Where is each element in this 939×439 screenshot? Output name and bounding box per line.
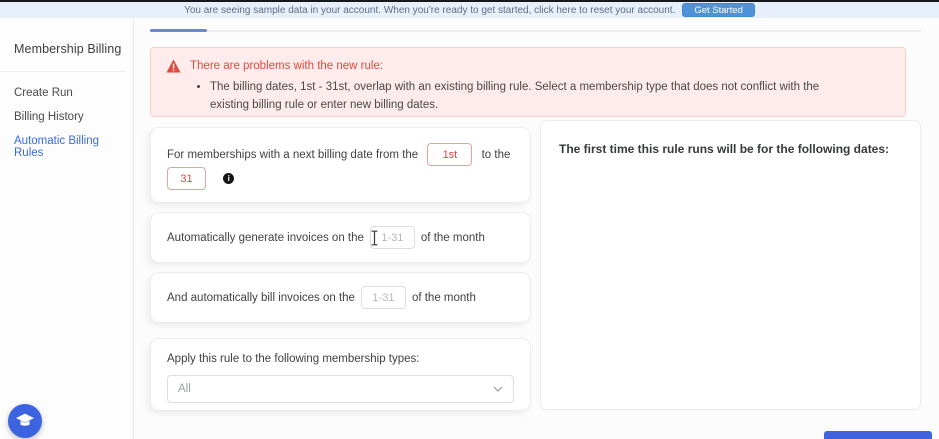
billing-to-input[interactable] xyxy=(167,167,206,190)
horizontal-scrollbar-thumb[interactable] xyxy=(150,29,207,32)
alert-bullet: • The billing dates, 1st - 31st, overlap with an existing billing rule. Select a membership type that does not conflict with the existing billing rule or enter new billing dates. xyxy=(210,79,889,115)
generate-invoices-day-input[interactable] xyxy=(370,226,415,249)
chevron-down-icon xyxy=(493,386,503,392)
sidebar xyxy=(0,18,134,439)
sidebar-item-automatic-billing-rules[interactable]: Automatic Billing Rules xyxy=(14,135,100,159)
billing-from-input[interactable] xyxy=(427,143,472,166)
billing-range-text-before: For memberships with a next billing date from the xyxy=(167,149,419,161)
billing-date-range-card xyxy=(150,127,531,203)
help-widget-button[interactable] xyxy=(8,404,42,438)
sidebar-title: Membership Billing xyxy=(14,42,122,56)
partially-visible-submit-button[interactable] xyxy=(824,431,932,439)
bill-invoices-text-after: of the month xyxy=(411,291,476,304)
rule-run-dates-panel xyxy=(540,120,921,410)
info-icon[interactable]: i xyxy=(223,173,234,184)
sidebar-nav xyxy=(0,81,133,165)
bill-invoices-text-before: And automatically bill invoices on the xyxy=(167,291,355,304)
rule-run-dates-heading: The first time this rule runs will be for the following dates: xyxy=(559,142,890,156)
membership-types-label: Apply this rule to the following membership types: xyxy=(167,353,420,365)
sample-data-banner xyxy=(0,2,939,18)
bill-invoices-card xyxy=(150,272,531,323)
sidebar-item-create-run[interactable]: Create Run xyxy=(14,87,73,99)
rule-error-alert xyxy=(150,47,906,117)
bill-invoices-day-input[interactable] xyxy=(361,286,406,309)
membership-types-card xyxy=(150,338,531,411)
generate-invoices-card xyxy=(150,212,531,263)
sidebar-divider xyxy=(0,71,125,72)
generate-invoices-text-before: Automatically generate invoices on the xyxy=(167,231,364,244)
warning-triangle-icon xyxy=(166,59,181,73)
sidebar-item-billing-history[interactable]: Billing History xyxy=(14,111,84,123)
membership-types-selected-value: All xyxy=(178,383,191,395)
membership-types-select[interactable] xyxy=(167,375,514,403)
generate-invoices-text-after: of the month xyxy=(420,231,485,244)
alert-title: There are problems with the new rule: xyxy=(190,60,384,72)
horizontal-scrollbar-track[interactable] xyxy=(150,30,921,32)
graduation-cap-icon xyxy=(15,412,35,430)
main-content xyxy=(135,18,939,439)
banner-message: You are seeing sample data in your account. When you're ready to get started, click here to reset your account. xyxy=(184,4,676,16)
billing-range-text-between: to the xyxy=(481,149,511,161)
get-started-button[interactable]: Get Started xyxy=(682,3,755,17)
alert-bullet-list xyxy=(210,79,889,115)
